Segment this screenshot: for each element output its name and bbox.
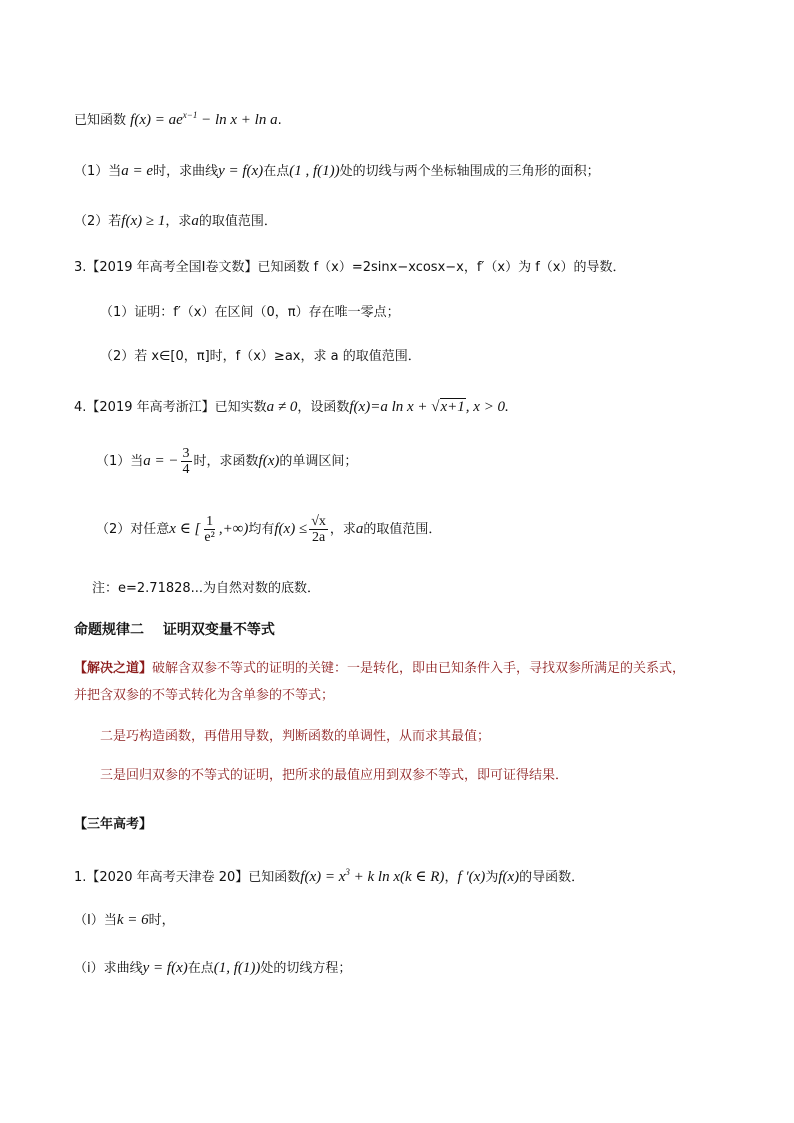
problem-3-part-2: （2）若 x∈[0，π]时，f（x）≥ax，求 a 的取值范围． — [100, 349, 421, 364]
stem-formula: $f(x) = ae^{x-1} - \ln x + \ln a$ — [130, 110, 278, 128]
problem-stem: 已知函数 $f(x) = ae^{x-1} - \ln x + \ln a$. — [74, 110, 282, 128]
sub-question-1: （1）当a = e时，求曲线y = f(x)在点(1 , f(1))处的切线与两个坐标轴围成的三角形的面积； — [74, 163, 600, 179]
problem-3-stem: 3.【2019 年高考全国Ⅰ卷文数】已知函数 f（x）=2sinx−xcosx−x，f′（x）为 f（x）的导数． — [74, 260, 626, 275]
solution-approach-cont: 并把含双参的不等式转化为含单参的不等式； — [74, 688, 335, 703]
solution-point-3: 三是回归双参的不等式的证明，把所求的最值应用到双参不等式，即可证得结果． — [100, 768, 569, 783]
fraction: $\frac{1}{\text{e²}}$ — [204, 514, 215, 545]
note: 注：e=2.71828...为自然对数的底数． — [92, 581, 321, 596]
problem-1-stem: 1.【2020 年高考天津卷 20】已知函数$f(x) = x^3 + k$ ln x(k ∈ R)，f ′(x)为f(x)的导函数． — [74, 867, 585, 885]
problem-4-part-1: （1）当a = − $\frac{3}{4}$ 时，求函数f(x)的单调区间； — [96, 446, 358, 477]
problem-3-part-1: （1）证明：f′（x）在区间（0，π）存在唯一零点； — [100, 305, 400, 320]
fraction: $\frac{√x}{2a}$ — [311, 514, 326, 545]
problem-1-part-i: （i）求曲线y = f(x)在点(1, f(1))处的切线方程； — [74, 960, 352, 976]
solution-approach: 【解决之道】破解含双参不等式的证明的关键：一是转化，即由已知条件入手，寻找双参所满足的关系式， — [74, 661, 686, 676]
fraction: $\frac{3}{4}$ — [182, 446, 190, 477]
section-heading: 命题规律二 证明双变量不等式 — [74, 622, 275, 638]
problem-4-part-2: （2）对任意x ∈ [ $\frac{1}{\text{e²}}$ ,+∞)均有f(x) ≤ $\frac{√x}{2a}$ ，求a的取值范围． — [96, 514, 442, 545]
problem-1-part-I: （Ⅰ）当k = 6时， — [74, 912, 175, 928]
stem-text: 已知函数 — [74, 113, 127, 128]
sub-question-2: （2）若f(x) ≥ 1，求a的取值范围． — [74, 213, 277, 229]
subsection-heading: 【三年高考】 — [74, 817, 153, 832]
solution-point-2: 二是巧构造函数，再借用导数，判断函数的单调性，从而求其最值； — [100, 729, 491, 744]
problem-4-stem: 4.【2019 年高考浙江】已知实数a ≠ 0，设函数f(x)=a ln x + √x+1, x > 0. — [74, 399, 509, 415]
